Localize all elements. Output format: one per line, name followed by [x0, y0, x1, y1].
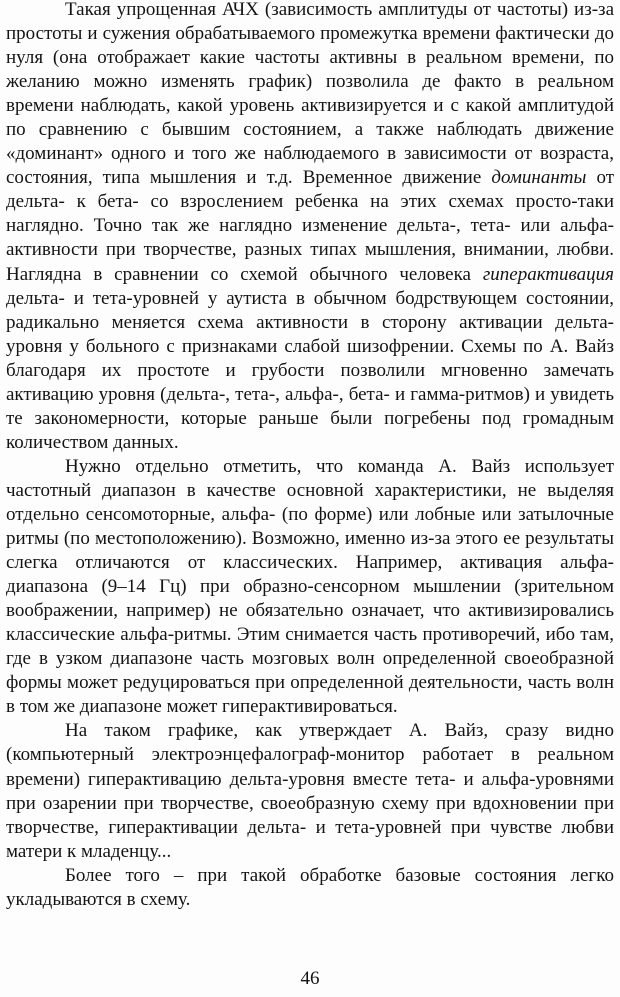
text-run: от дельта- к бета- со взрослением ребенка на этих схемах просто-таки наглядно. Точно так же наглядно изменение дельта-, тета- или альфа-активности при творчестве, разных типах мышления, внимании, любви. Наглядна в сравнении со схемой обычного человека — [6, 167, 615, 285]
page-number: 46 — [300, 968, 320, 989]
paragraph: На таком графике, как утверждает А. Вайз, сразу видно (компьютерный электроэнцефалограф-монитор работает в реальном времени) гиперактивацию дельта-уровня вместе тета- и альфа-уровнями при озарении при творчестве, своеобразную схему при вдохновении при творчестве, гиперактивации дельта- и тета-уровней при чувстве любви матери к младенцу... — [6, 720, 614, 862]
italic-term: гиперактивация — [482, 263, 614, 285]
body-text — [6, 0, 614, 912]
text-run: дельта- и тета-уровней у аутиста в обычном бодрствующем состоянии, радикально меняется схема активности в сторону активации дельта-уровня у больного с признаками слабой шизофрении. Схемы по А. Вайз благодаря их простоте и грубости позволили мгновенно замечать активацию уровня (дельта-, тета-, альфа-, бета- и гамма-ритмов) и увидеть те закономерности, которые раньше были погребены под громадным количеством данных. — [6, 287, 614, 453]
italic-term: доминанты — [491, 167, 587, 189]
paragraph: Нужно отдельно отметить, что команда А. Вайз использует частотный диапазон в качестве основной характеристики, не выделяя отдельно сенсомоторные, альфа- (по форме) или лобные или затылочные ритмы (по местоположению). Возможно, именно из-за этого ее результаты слегка отличаются от классических. Например, активация альфа-диапазона (9–14 Гц) при образно-сенсорном мышлении (зрительном воображении, например) не обязательно означает, что активизировались классические альфа-ритмы. Этим снимается часть противоречий, ибо там, где в узком диапазоне часть мозговых волн определенной своеобразной формы может редуцироваться при определенной деятельности, часть волн в том же диапазоне может гиперактивироваться. — [6, 455, 614, 718]
paragraph — [6, 0, 614, 455]
paragraph: Более того – при такой обработке базовые состояния легко укладываются в схему. — [6, 864, 614, 910]
text-run: Такая упрощенная АЧХ (зависимость амплитуды от частоты) из-за простоты и сужения обрабатываемого промежутка времени фактически до нуля (она отображает какие частоты активны в реальном времени, по желанию можно изменять график) позволила де факто в реальном времени наблюдать, какой уровень активизируется и с какой амплитудой по сравнению с бывшим состоянием, а также наблюдать движение «доминант» одного и того же наблюдаемого в зависимости от возраста, состояния, типа мышления и т.д. Временное движение — [6, 0, 614, 189]
